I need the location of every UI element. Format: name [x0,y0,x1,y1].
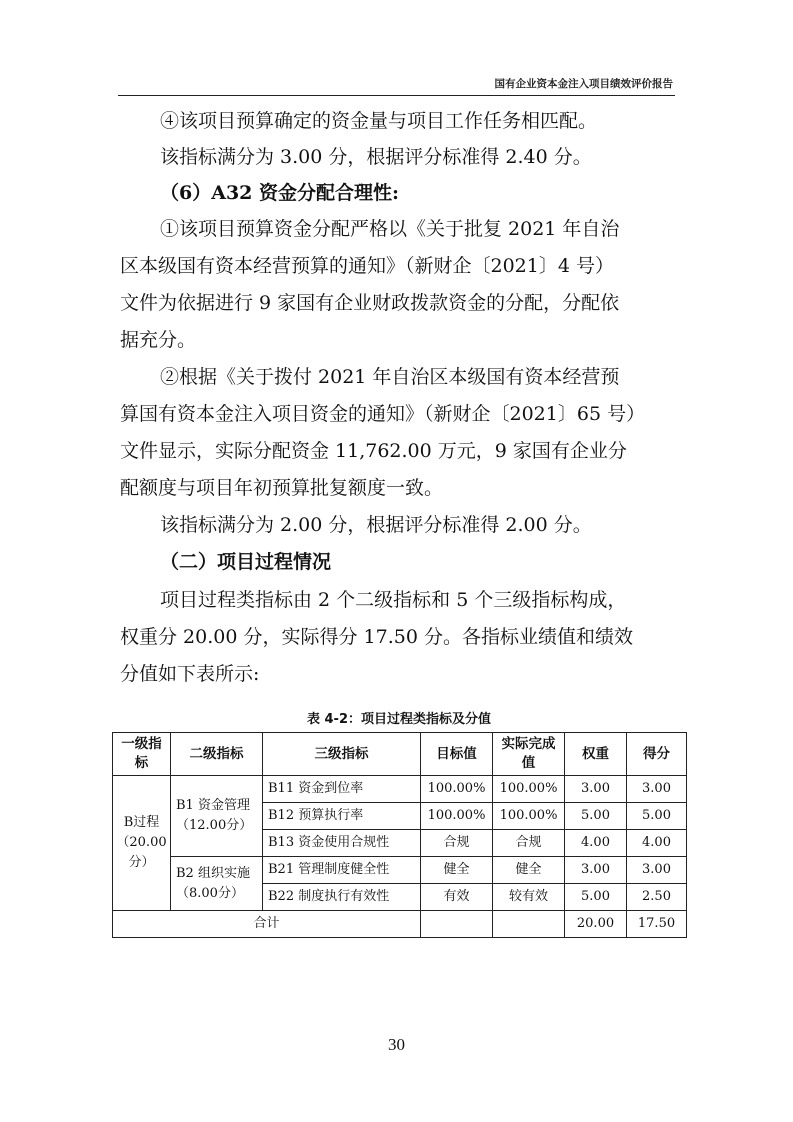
running-header-title: 国有企业资本金注入项目绩效评价报告 [494,78,673,90]
actual-value: 合规 [493,830,565,857]
process-metrics-table [112,732,687,938]
header-level1: 一级指标 [113,733,171,776]
weight-value: 5.00 [565,884,627,911]
total-actual-empty [493,911,565,938]
paragraph-line: 项目过程类指标由 2 个二级指标和 5 个三级指标构成， [160,589,627,611]
paragraph-line: 权重分 20.00 分，实际得分 17.50 分。各指标业绩值和绩效 [120,626,633,648]
target-value: 合规 [421,830,493,857]
section-heading-process: （二）项目过程情况 [160,551,332,573]
indicator-name: B22 制度执行有效性 [263,884,421,911]
score-value: 3.00 [627,776,687,803]
actual-value: 100.00% [493,776,565,803]
level2-cell: B1 资金管理（12.00分） [171,776,263,857]
total-weight: 20.00 [565,911,627,938]
weight-value: 3.00 [565,776,627,803]
target-value: 100.00% [421,776,493,803]
paragraph-line: 配额度与项目年初预算批复额度一致。 [120,477,444,499]
table-caption: 表 4-2：项目过程类指标及分值 [306,712,491,727]
indicator-name: B21 管理制度健全性 [263,857,421,884]
level1-cell: B过程（20.00分） [113,776,171,911]
actual-value: 100.00% [493,803,565,830]
table-total-row [113,911,687,938]
total-label: 合计 [113,911,421,938]
paragraph-line: ②根据《关于拨付 2021 年自治区本级国有资本经营预 [160,366,620,388]
table-row [113,776,687,803]
weight-value: 3.00 [565,857,627,884]
weight-value: 5.00 [565,803,627,830]
paragraph-line: 分值如下表所示: [120,663,260,685]
header-level3: 三级指标 [263,733,421,776]
target-value: 有效 [421,884,493,911]
score-value: 5.00 [627,803,687,830]
paragraph-line: 据充分。 [120,329,197,351]
total-target-empty [421,911,493,938]
section-heading-a32: （6）A32 资金分配合理性: [160,182,400,204]
paragraph-line: ④该项目预算确定的资金量与项目工作任务相匹配。 [160,110,598,132]
indicator-name: B11 资金到位率 [263,776,421,803]
indicator-name: B12 预算执行率 [263,803,421,830]
score-value: 4.00 [627,830,687,857]
target-value: 健全 [421,857,493,884]
paragraph-line: 文件为依据进行 9 家国有企业财政拨款资金的分配，分配依 [120,292,620,314]
paragraph-line: 算国有资本金注入项目资金的通知》（新财企〔2021〕65 号） [120,403,646,425]
paragraph-line: 区本级国有资本经营预算的通知》（新财企〔2021〕4 号） [120,255,614,277]
paragraph-line: 该指标满分为 3.00 分，根据评分标准得 2.40 分。 [160,146,592,168]
score-value: 2.50 [627,884,687,911]
weight-value: 4.00 [565,830,627,857]
header-rule [118,95,675,96]
actual-value: 健全 [493,857,565,884]
actual-value: 较有效 [493,884,565,911]
header-actual: 实际完成值 [493,733,565,776]
level2-cell: B2 组织实施（8.00分） [171,857,263,911]
paragraph-line: 该指标满分为 2.00 分，根据评分标准得 2.00 分。 [160,514,592,536]
target-value: 100.00% [421,803,493,830]
table-row [113,857,687,884]
table-header-row [113,733,687,776]
paragraph-line: 文件显示，实际分配资金 11,762.00 万元，9 家国有企业分 [120,440,627,462]
header-level2: 二级指标 [171,733,263,776]
indicator-name: B13 资金使用合规性 [263,830,421,857]
header-weight: 权重 [565,733,627,776]
paragraph-line: ①该项目预算资金分配严格以《关于批复 2021 年自治 [160,218,620,240]
header-score: 得分 [627,733,687,776]
header-target: 目标值 [421,733,493,776]
total-score: 17.50 [627,911,687,938]
score-value: 3.00 [627,857,687,884]
page-number: 30 [388,1035,405,1054]
